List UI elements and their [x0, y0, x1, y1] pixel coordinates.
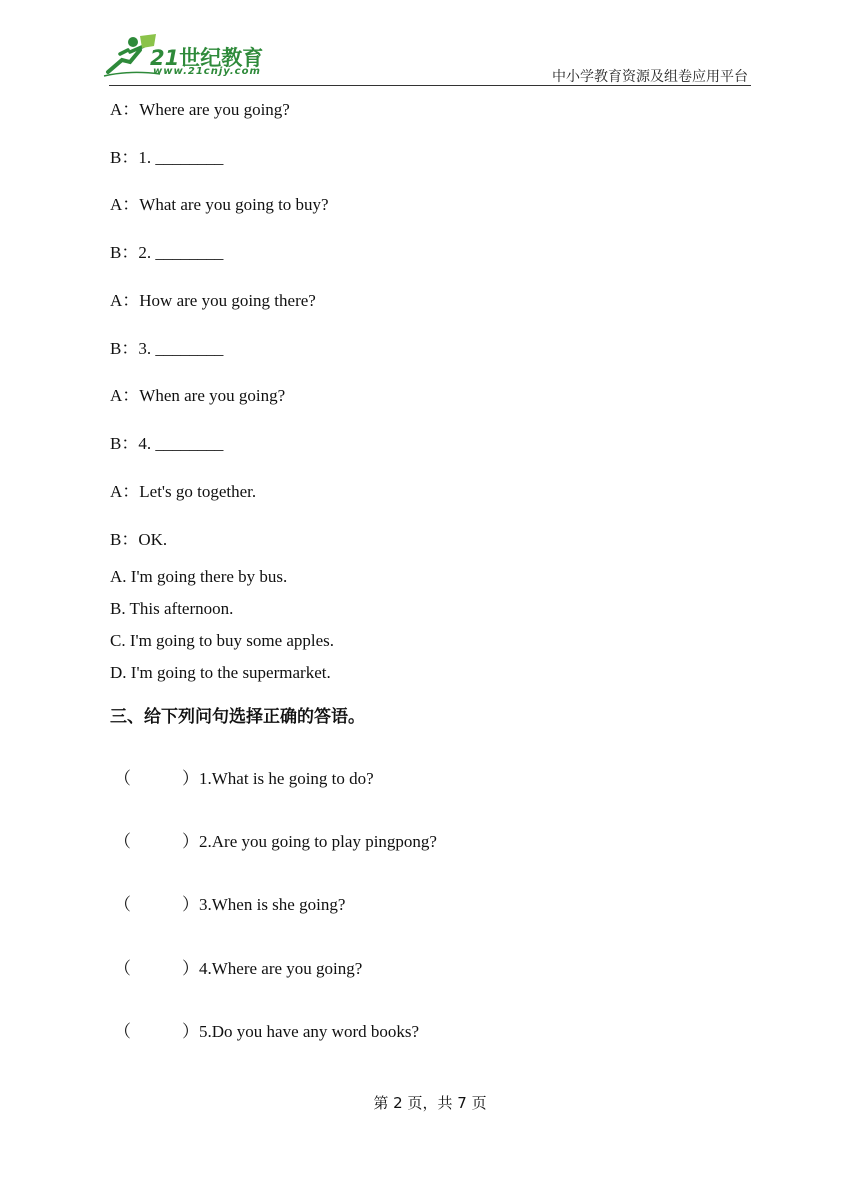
answer-blank-open: （ — [114, 1022, 131, 1041]
question-item — [114, 954, 362, 979]
question-text: 5.Do you have any word books? — [199, 1022, 420, 1041]
question-item — [114, 764, 374, 789]
answer-blank-open: （ — [114, 769, 131, 788]
dialogue-line: A：What are you going to buy? — [110, 195, 329, 214]
question-text: 1.What is he going to do? — [199, 769, 374, 788]
answer-blank-open: （ — [114, 895, 131, 914]
answer-blank-open: （ — [114, 959, 131, 978]
answer-option: A. I'm going there by bus. — [110, 567, 288, 586]
header-divider — [109, 85, 751, 86]
question-item — [114, 1017, 419, 1042]
section-title: 三、给下列问句选择正确的答语。 — [110, 707, 365, 727]
logo-number: 21 — [150, 46, 180, 70]
header-platform-text: 中小学教育资源及组卷应用平台 — [552, 69, 748, 85]
dialogue-line: A：When are you going? — [110, 386, 286, 405]
page-header — [0, 0, 860, 90]
answer-option: B. This afternoon. — [110, 599, 234, 618]
answer-blank-close: ） — [182, 832, 199, 851]
question-text: 4.Where are you going? — [199, 959, 363, 978]
question-item — [114, 827, 437, 852]
question-text: 2.Are you going to play pingpong? — [199, 832, 437, 851]
logo-url: www.21cnjy.com — [153, 66, 261, 77]
question-text: 3.When is she going? — [199, 895, 346, 914]
dialogue-line: B：4. ________ — [110, 434, 224, 453]
page-number: 第 2 页，共 7 页 — [373, 1094, 487, 1112]
answer-blank-close: ） — [182, 959, 199, 978]
logo-text: 世纪教育 — [179, 46, 264, 70]
dialogue-line: B：3. ________ — [110, 339, 224, 358]
dialogue-line: B：1. ________ — [110, 148, 224, 167]
answer-blank-close: ） — [182, 769, 199, 788]
dialogue-line: B：OK. — [110, 530, 168, 549]
answer-blank-open: （ — [114, 832, 131, 851]
answer-blank-close: ） — [182, 895, 199, 914]
dialogue-line: B：2. ________ — [110, 243, 224, 262]
dialogue-line: A：Where are you going? — [110, 100, 290, 119]
dialogue-line: A：Let's go together. — [110, 482, 257, 501]
answer-option: C. I'm going to buy some apples. — [110, 631, 335, 650]
answer-option: D. I'm going to the supermarket. — [110, 663, 331, 682]
question-item — [114, 890, 345, 915]
answer-blank-close: ） — [182, 1022, 199, 1041]
dialogue-line: A：How are you going there? — [110, 291, 316, 310]
